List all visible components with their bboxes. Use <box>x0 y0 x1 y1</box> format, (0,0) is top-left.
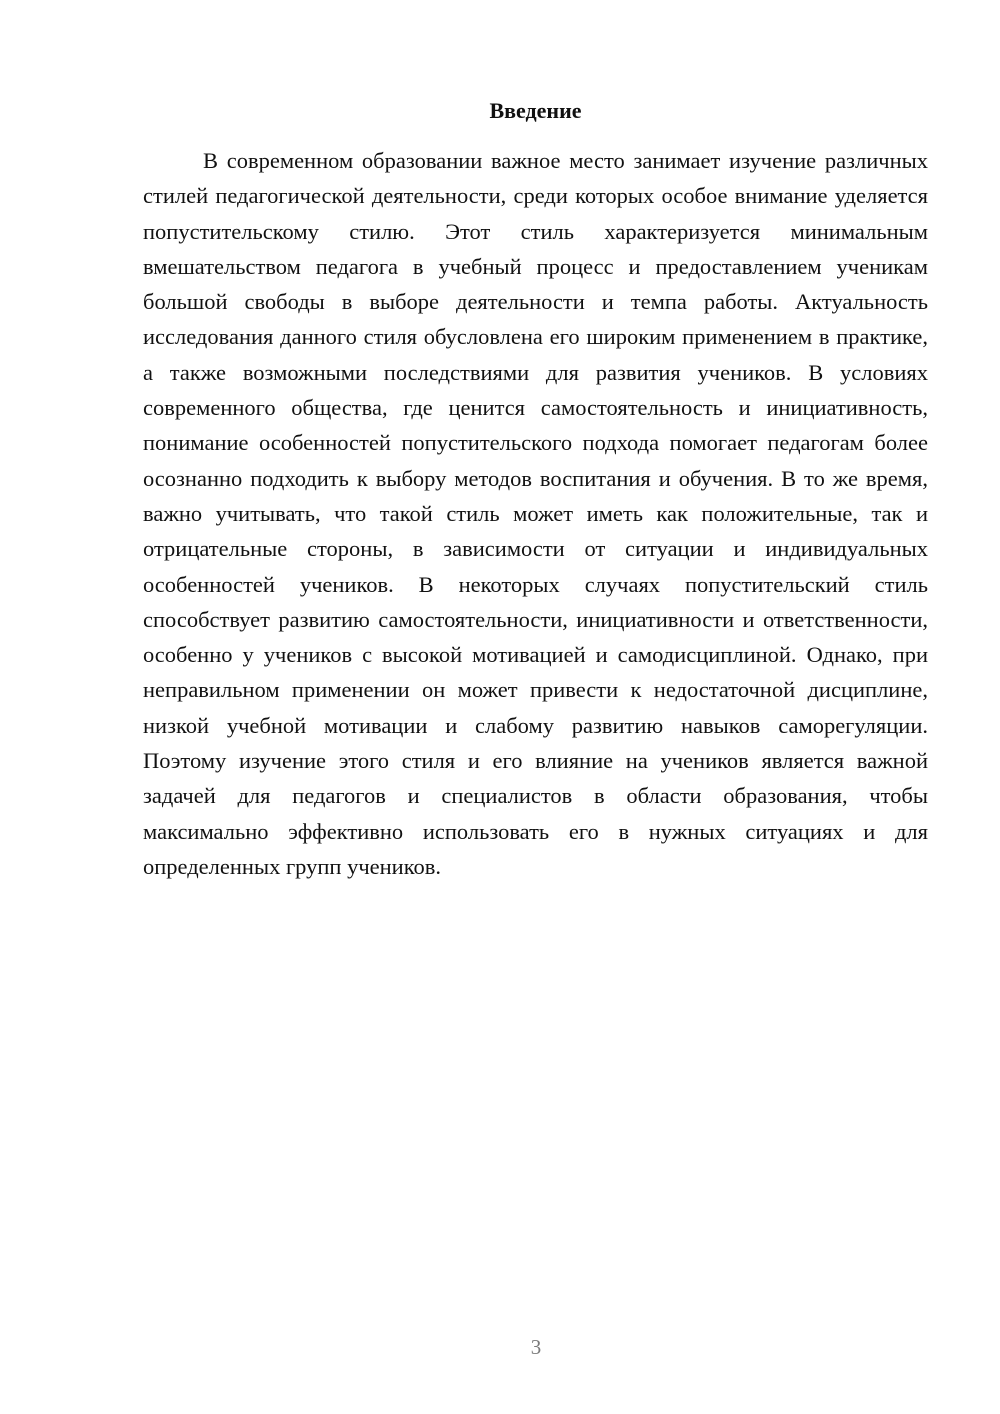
introduction-paragraph: В современном образовании важное место занимает изучение различных стилей педагогической деятельности, среди которых особое внимание уделяется попустительскому стилю. Этот стиль характеризуется минимальным вмешательством педагога в учебный процесс и предоставлением ученикам большой свободы в выборе деятельности и темпа работы. Актуальность исследования данного стиля обусловлена его широким применением в практике, а также возможными последствиями для развития учеников. В условиях современного общества, где ценится самостоятельность и инициативность, понимание особенностей попустительского подхода помогает педагогам более осознанно подходить к выбору методов воспитания и обучения. В то же время, важно учитывать, что такой стиль может иметь как положительные, так и отрицательные стороны, в зависимости от ситуации и индивидуальных особенностей учеников. В некоторых случаях попустительский стиль способствует развитию самостоятельности, инициативности и ответственности, особенно у учеников с высокой мотивацией и самодисциплиной. Однако, при неправильном применении он может привести к недостаточной дисциплине, низкой учебной мотивации и слабому развитию навыков саморегуляции. Поэтому изучение этого стиля и его влияние на учеников является важной задачей для педагогов и специалистов в области образования, чтобы максимально эффективно использовать его в нужных ситуациях и для определенных групп учеников. <box>143 148 928 879</box>
section-heading: Введение <box>489 98 582 123</box>
page-number: 3 <box>530 1335 542 1359</box>
